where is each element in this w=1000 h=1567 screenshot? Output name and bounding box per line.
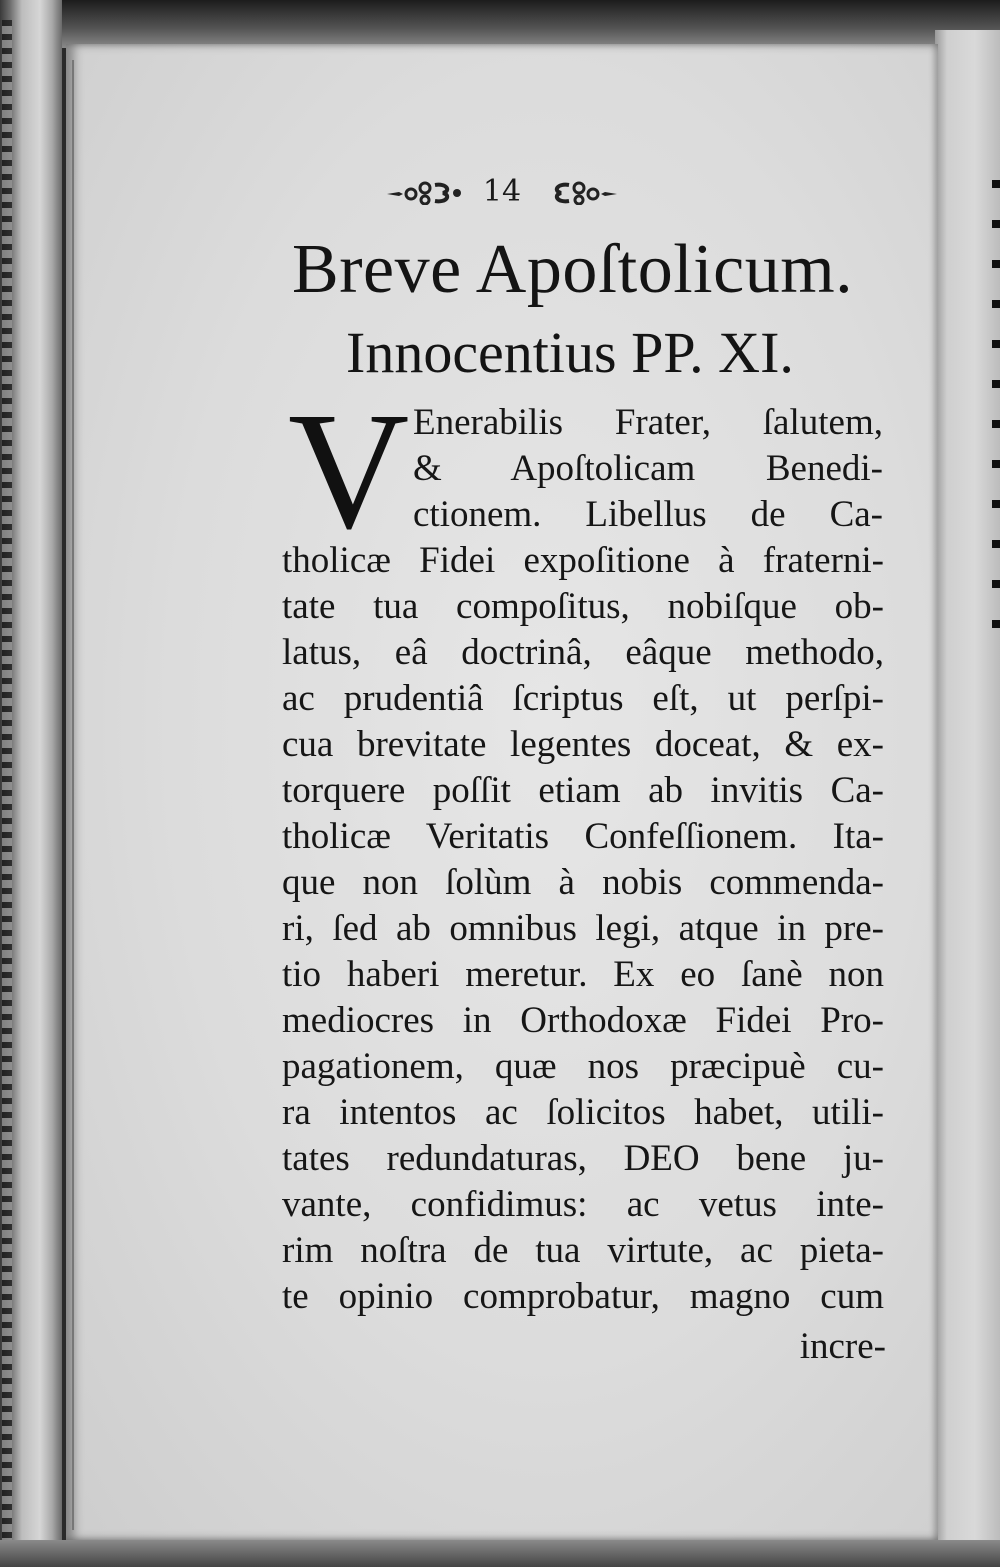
binding-stitches — [2, 20, 12, 1540]
text-line: que non ſolùm à nobis commenda- — [282, 862, 884, 903]
text-line: cua brevitate legentes doceat, & ex- — [282, 724, 884, 765]
catchword: incre- — [799, 1326, 886, 1367]
text-line: mediocres in Orthodoxæ Fidei Pro- — [282, 1000, 884, 1041]
text-line: vante, confidimus: ac vetus inte- — [282, 1184, 884, 1225]
text-line: latus, eâ doctrinâ, eâque methodo, — [282, 632, 884, 673]
page-number: 14 — [482, 174, 522, 209]
facing-page-edge — [935, 30, 1000, 1567]
text-line: tholicæ Veritatis Confeſſionem. Ita- — [282, 816, 884, 857]
author-heading: Innocentius PP. XI. — [346, 320, 794, 385]
paper-page — [66, 44, 938, 1540]
bottom-book-edge — [0, 1540, 1000, 1567]
text-line: ri, ſed ab omnibus legi, atque in pre- — [282, 908, 884, 949]
drop-cap: V — [288, 378, 410, 564]
text-line: & Apoſtolicam Benedi- — [413, 448, 883, 489]
left-ornament-icon — [385, 179, 465, 205]
text-line: te opinio comprobatur, magno cum — [282, 1276, 884, 1317]
text-line: tholicæ Fidei expoſitione à fraterni- — [282, 540, 884, 581]
facing-page-marks — [992, 180, 1000, 640]
text-line: tio haberi meretur. Ex eo ſanè non — [282, 954, 884, 995]
text-line: tates redundaturas, DEO bene ju- — [282, 1138, 884, 1179]
text-line: torquere poſſit etiam ab invitis Ca- — [282, 770, 884, 811]
page-title: Breve Apoſtolicum. — [292, 231, 854, 308]
text-line: Enerabilis Frater, ſalutem, — [413, 402, 883, 443]
text-line: ac prudentiâ ſcriptus eſt, ut perſpi- — [282, 678, 884, 719]
right-ornament-icon — [539, 179, 619, 205]
page-header — [66, 172, 938, 212]
text-line: ctionem. Libellus de Ca- — [413, 494, 883, 535]
top-book-edge — [0, 0, 1000, 48]
text-line: ra intentos ac ſolicitos habet, utili- — [282, 1092, 884, 1133]
page-fold-line — [72, 60, 74, 1530]
text-line: tate tua compoſitus, nobiſque ob- — [282, 586, 884, 627]
text-line: pagationem, quæ nos præcipuè cu- — [282, 1046, 884, 1087]
text-line: rim noſtra de tua virtute, ac pieta- — [282, 1230, 884, 1271]
